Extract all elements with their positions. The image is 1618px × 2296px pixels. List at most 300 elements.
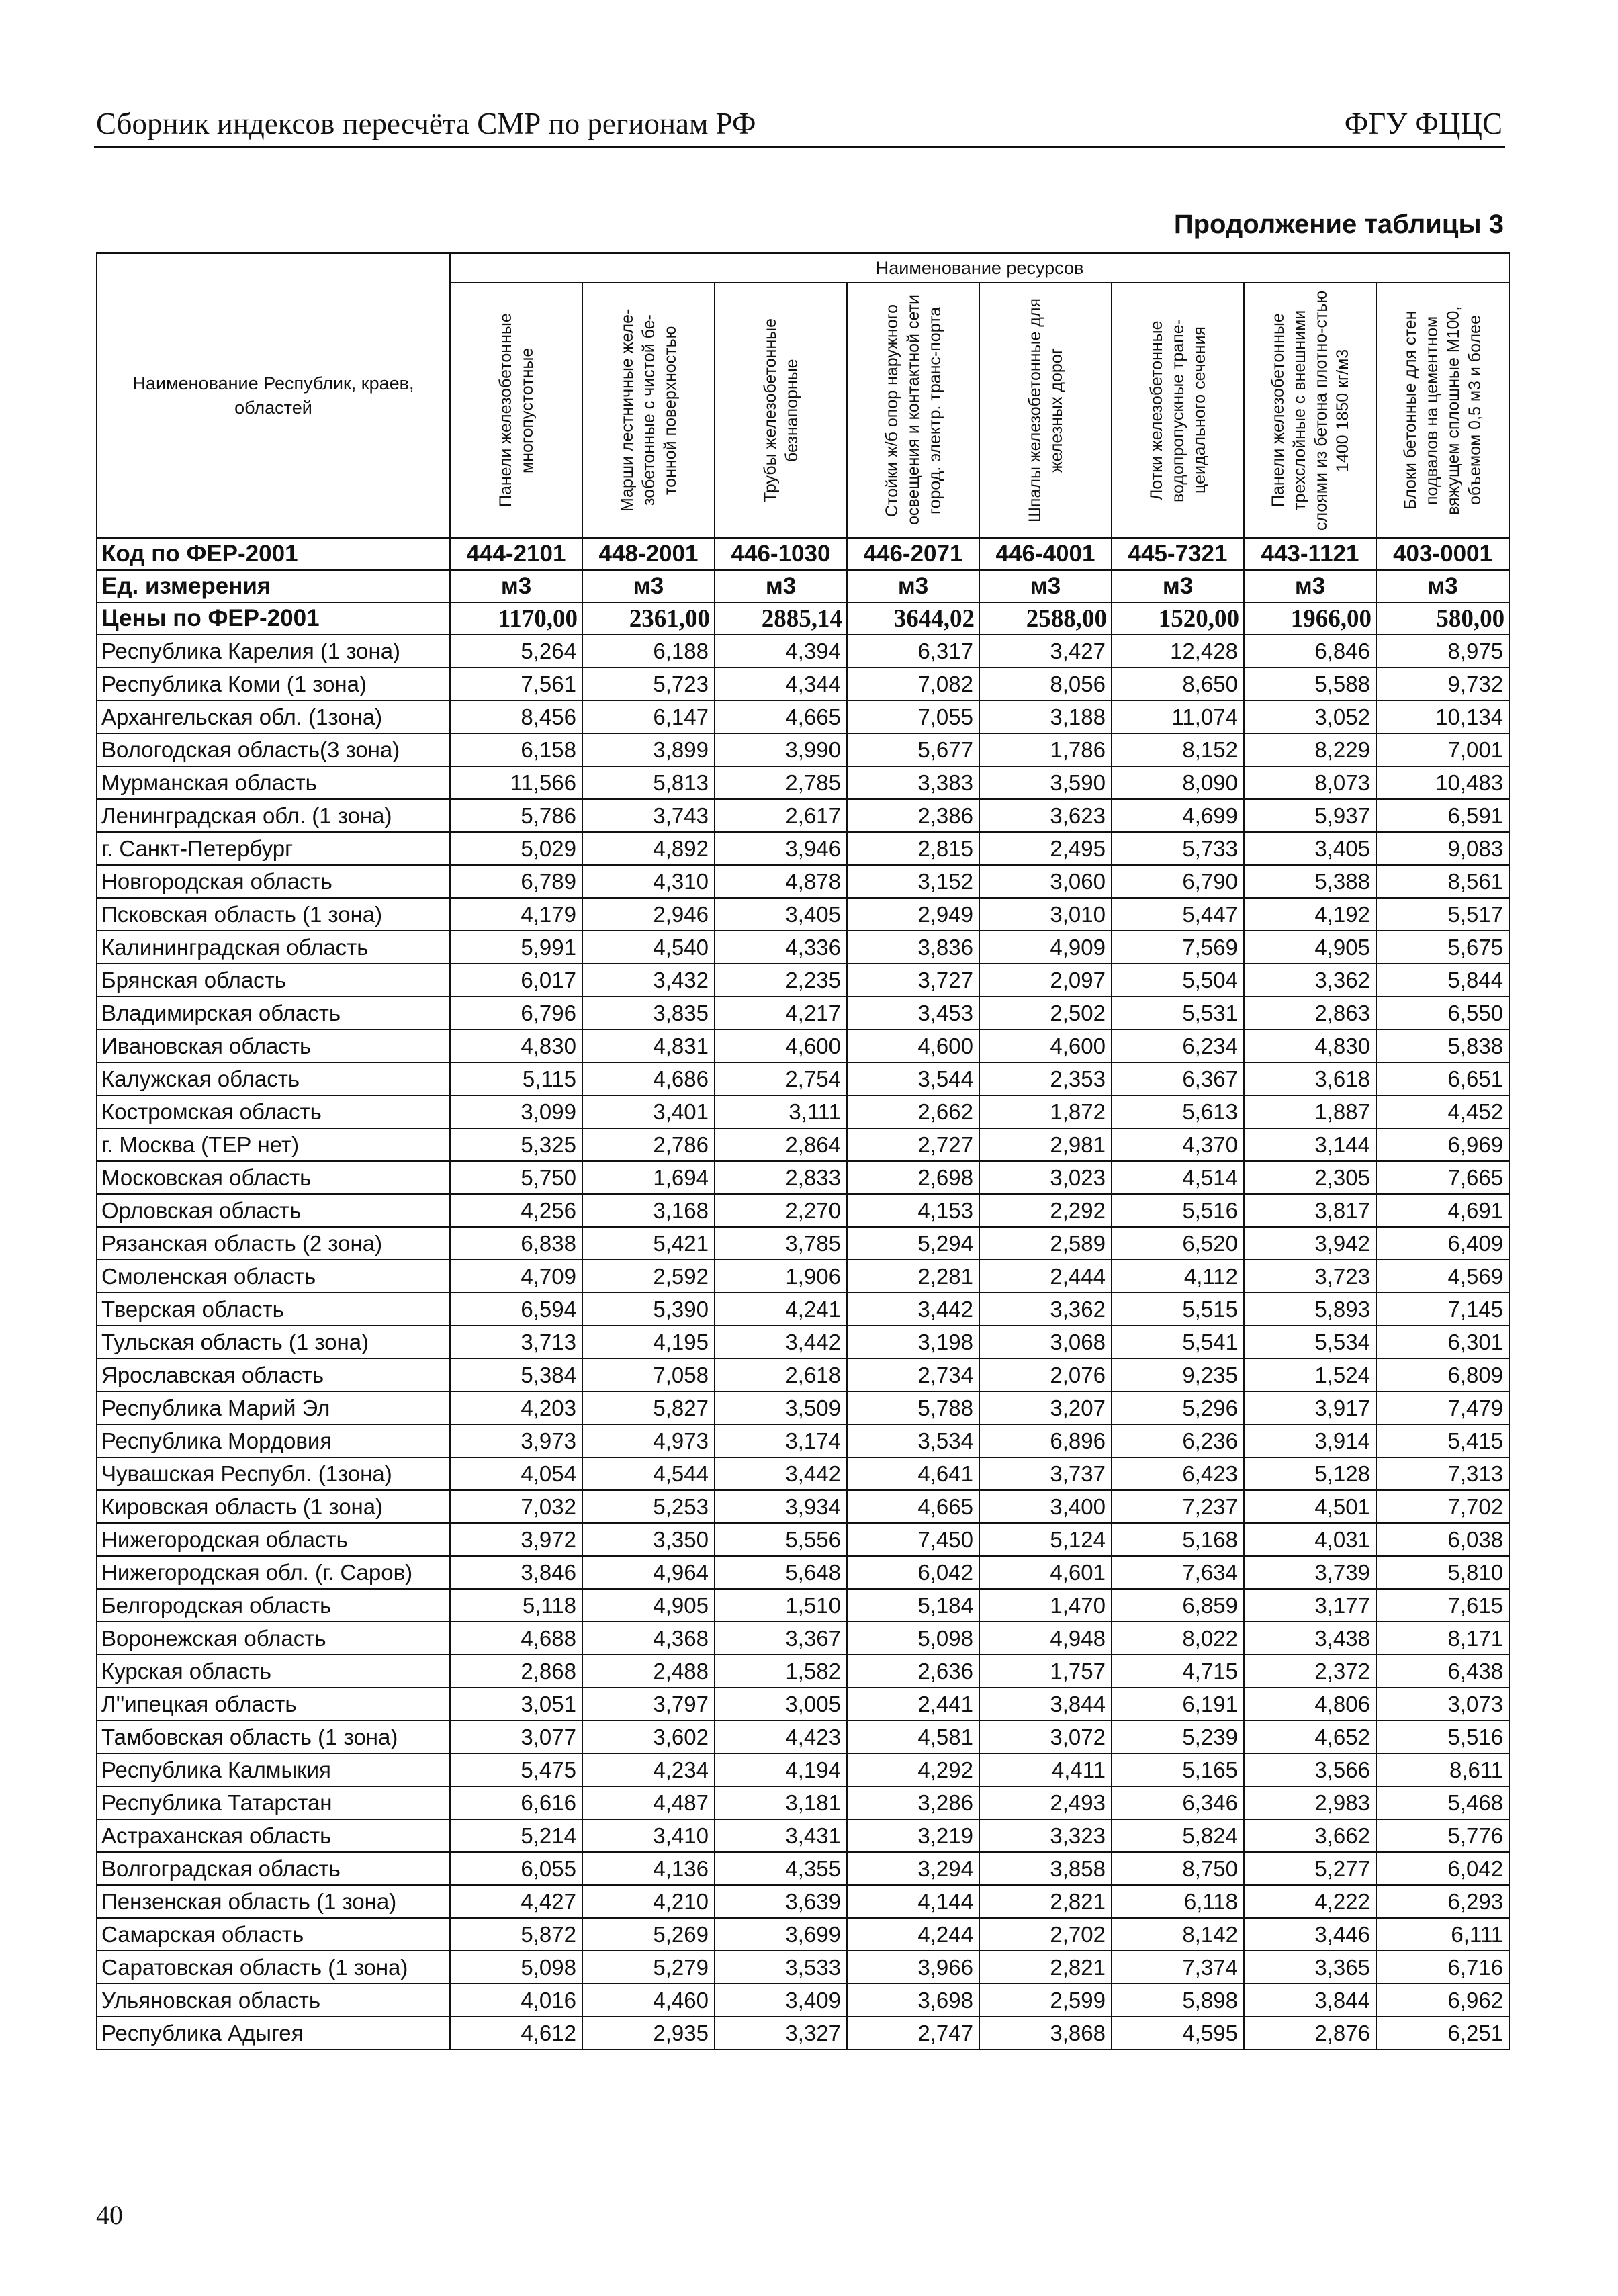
region-name: Вологодская область(3 зона) xyxy=(97,733,450,766)
index-value: 3,073 xyxy=(1376,1688,1509,1720)
index-value: 5,541 xyxy=(1112,1326,1244,1359)
index-value: 6,346 xyxy=(1112,1786,1244,1819)
table-row xyxy=(97,1589,1509,1622)
index-value: 5,648 xyxy=(715,1556,847,1589)
index-value: 5,723 xyxy=(582,668,715,700)
index-value: 3,590 xyxy=(979,766,1112,799)
index-value: 4,194 xyxy=(715,1753,847,1786)
region-name: Ивановская область xyxy=(97,1029,450,1062)
index-value: 6,038 xyxy=(1376,1523,1509,1556)
index-value: 4,452 xyxy=(1376,1095,1509,1128)
resource-column-label: Блоки бетонные для стен подвалов на цементном вяжущем сплошные М100, объемом 0,5 м3 и более xyxy=(1401,306,1485,515)
table-row xyxy=(97,898,1509,931)
index-value: 2,495 xyxy=(979,832,1112,865)
table-row xyxy=(97,733,1509,766)
table-row xyxy=(97,1753,1509,1786)
region-name: Орловская область xyxy=(97,1194,450,1227)
index-value: 6,790 xyxy=(1112,865,1244,898)
index-value: 5,937 xyxy=(1244,799,1376,832)
index-value: 8,142 xyxy=(1112,1918,1244,1951)
resource-unit: м3 xyxy=(715,570,847,602)
index-value: 2,983 xyxy=(1244,1786,1376,1819)
index-value: 2,386 xyxy=(847,799,979,832)
region-name: Самарская область xyxy=(97,1918,450,1951)
region-name: Московская область xyxy=(97,1161,450,1194)
index-value: 4,234 xyxy=(582,1753,715,1786)
resources-header: Наименование ресурсов xyxy=(450,253,1509,283)
index-value: 7,032 xyxy=(450,1490,582,1523)
index-value: 3,602 xyxy=(582,1720,715,1753)
index-value: 7,569 xyxy=(1112,931,1244,964)
unit-row xyxy=(97,570,1509,602)
index-value: 5,388 xyxy=(1244,865,1376,898)
index-value: 3,844 xyxy=(979,1688,1112,1720)
region-name: Нижегородская обл. (г. Саров) xyxy=(97,1556,450,1589)
table-row xyxy=(97,1128,1509,1161)
index-value: 7,082 xyxy=(847,668,979,700)
resource-column-header xyxy=(715,283,847,538)
resource-column-header xyxy=(1112,283,1244,538)
index-value: 6,017 xyxy=(450,964,582,997)
table-row xyxy=(97,1688,1509,1720)
resource-column-header xyxy=(1376,283,1509,538)
index-value: 4,203 xyxy=(450,1391,582,1424)
index-value: 7,479 xyxy=(1376,1391,1509,1424)
index-value: 4,973 xyxy=(582,1424,715,1457)
index-value: 5,517 xyxy=(1376,898,1509,931)
document-header-org: ФГУ ФЦЦС xyxy=(1344,107,1502,140)
index-value: 5,279 xyxy=(582,1951,715,1984)
index-value: 4,540 xyxy=(582,931,715,964)
index-value: 3,836 xyxy=(847,931,979,964)
index-value: 8,073 xyxy=(1244,766,1376,799)
region-name: Саратовская область (1 зона) xyxy=(97,1951,450,1984)
index-value: 4,709 xyxy=(450,1260,582,1293)
index-value: 7,561 xyxy=(450,668,582,700)
index-value: 6,838 xyxy=(450,1227,582,1260)
region-name: Кировская область (1 зона) xyxy=(97,1490,450,1523)
index-value: 4,892 xyxy=(582,832,715,865)
index-value: 3,453 xyxy=(847,997,979,1029)
index-value: 5,029 xyxy=(450,832,582,865)
index-value: 6,367 xyxy=(1112,1062,1244,1095)
index-value: 6,651 xyxy=(1376,1062,1509,1095)
index-value: 2,815 xyxy=(847,832,979,865)
index-value: 7,055 xyxy=(847,700,979,733)
index-value: 6,236 xyxy=(1112,1424,1244,1457)
region-name: Ульяновская область xyxy=(97,1984,450,2017)
index-value: 4,241 xyxy=(715,1293,847,1326)
index-value: 2,786 xyxy=(582,1128,715,1161)
table-row xyxy=(97,964,1509,997)
index-value: 2,636 xyxy=(847,1655,979,1688)
index-value: 5,390 xyxy=(582,1293,715,1326)
region-name: Тверская область xyxy=(97,1293,450,1326)
index-value: 3,219 xyxy=(847,1819,979,1852)
table-row xyxy=(97,1984,1509,2017)
index-value: 3,946 xyxy=(715,832,847,865)
index-value: 4,699 xyxy=(1112,799,1244,832)
index-value: 8,650 xyxy=(1112,668,1244,700)
index-value: 6,616 xyxy=(450,1786,582,1819)
index-value: 6,896 xyxy=(979,1424,1112,1457)
index-value: 3,990 xyxy=(715,733,847,766)
region-name: Брянская область xyxy=(97,964,450,997)
index-value: 3,188 xyxy=(979,700,1112,733)
index-value: 5,588 xyxy=(1244,668,1376,700)
index-value: 7,374 xyxy=(1112,1951,1244,1984)
index-value: 3,942 xyxy=(1244,1227,1376,1260)
index-value: 7,058 xyxy=(582,1359,715,1391)
index-value: 3,509 xyxy=(715,1391,847,1424)
code-label: Код по ФЕР-2001 xyxy=(97,538,450,570)
index-value: 5,991 xyxy=(450,931,582,964)
region-name: Курская область xyxy=(97,1655,450,1688)
index-value: 3,152 xyxy=(847,865,979,898)
index-value: 5,872 xyxy=(450,1918,582,1951)
index-value: 6,423 xyxy=(1112,1457,1244,1490)
resource-column-label: Шпалы железобетонные для железных дорог xyxy=(1025,298,1066,523)
resource-price: 3644,02 xyxy=(847,602,979,635)
index-value: 6,859 xyxy=(1112,1589,1244,1622)
index-value: 4,217 xyxy=(715,997,847,1029)
index-value: 1,757 xyxy=(979,1655,1112,1688)
index-value: 4,612 xyxy=(450,2017,582,2050)
index-value: 5,677 xyxy=(847,733,979,766)
index-value: 5,098 xyxy=(450,1951,582,1984)
document-header-title: Сборник индексов пересчёта СМР по регионам РФ xyxy=(96,107,756,140)
index-value: 3,727 xyxy=(847,964,979,997)
index-value: 3,401 xyxy=(582,1095,715,1128)
resource-unit: м3 xyxy=(847,570,979,602)
region-name: г. Москва (ТЕР нет) xyxy=(97,1128,450,1161)
index-value: 2,876 xyxy=(1244,2017,1376,2050)
index-value: 2,702 xyxy=(979,1918,1112,1951)
index-value: 2,863 xyxy=(1244,997,1376,1029)
region-name: Республика Татарстан xyxy=(97,1786,450,1819)
index-value: 3,797 xyxy=(582,1688,715,1720)
index-value: 2,981 xyxy=(979,1128,1112,1161)
index-value: 4,256 xyxy=(450,1194,582,1227)
table-row xyxy=(97,1918,1509,1951)
index-value: 3,868 xyxy=(979,2017,1112,2050)
resource-unit: м3 xyxy=(450,570,582,602)
index-value: 4,641 xyxy=(847,1457,979,1490)
region-name: Республика Коми (1 зона) xyxy=(97,668,450,700)
index-value: 2,372 xyxy=(1244,1655,1376,1688)
index-value: 4,691 xyxy=(1376,1194,1509,1227)
index-value: 5,516 xyxy=(1112,1194,1244,1227)
resource-column-header xyxy=(979,283,1112,538)
region-name: Чувашская Республ. (1зона) xyxy=(97,1457,450,1490)
index-value: 2,235 xyxy=(715,964,847,997)
index-value: 1,582 xyxy=(715,1655,847,1688)
index-value: 6,111 xyxy=(1376,1918,1509,1951)
index-value: 2,747 xyxy=(847,2017,979,2050)
resource-price: 1966,00 xyxy=(1244,602,1376,635)
index-value: 3,362 xyxy=(979,1293,1112,1326)
index-value: 5,184 xyxy=(847,1589,979,1622)
index-value: 3,699 xyxy=(715,1918,847,1951)
table-row xyxy=(97,832,1509,865)
index-value: 3,207 xyxy=(979,1391,1112,1424)
index-value: 3,010 xyxy=(979,898,1112,931)
index-value: 6,716 xyxy=(1376,1951,1509,1984)
index-value: 3,785 xyxy=(715,1227,847,1260)
index-value: 4,964 xyxy=(582,1556,715,1589)
index-value: 6,118 xyxy=(1112,1885,1244,1918)
index-value: 3,409 xyxy=(715,1984,847,2017)
index-value: 5,115 xyxy=(450,1062,582,1095)
index-value: 3,618 xyxy=(1244,1062,1376,1095)
index-value: 2,292 xyxy=(979,1194,1112,1227)
table-row xyxy=(97,1161,1509,1194)
index-value: 4,487 xyxy=(582,1786,715,1819)
index-value: 3,144 xyxy=(1244,1128,1376,1161)
index-value: 2,270 xyxy=(715,1194,847,1227)
index-value: 3,446 xyxy=(1244,1918,1376,1951)
index-value: 2,488 xyxy=(582,1655,715,1688)
index-value: 5,504 xyxy=(1112,964,1244,997)
index-value: 4,652 xyxy=(1244,1720,1376,1753)
index-value: 5,810 xyxy=(1376,1556,1509,1589)
index-value: 5,898 xyxy=(1112,1984,1244,2017)
index-value: 3,023 xyxy=(979,1161,1112,1194)
resource-price: 2885,14 xyxy=(715,602,847,635)
index-value: 3,405 xyxy=(1244,832,1376,865)
region-name: Астраханская область xyxy=(97,1819,450,1852)
index-value: 3,286 xyxy=(847,1786,979,1819)
index-value: 4,355 xyxy=(715,1852,847,1885)
resource-column-label: Панели железобетонные многопустотные xyxy=(496,313,537,508)
table-row xyxy=(97,1391,1509,1424)
index-value: 4,569 xyxy=(1376,1260,1509,1293)
index-value: 6,591 xyxy=(1376,799,1509,832)
index-value: 3,442 xyxy=(847,1293,979,1326)
index-value: 3,181 xyxy=(715,1786,847,1819)
region-name: Волгоградская область xyxy=(97,1852,450,1885)
index-value: 6,147 xyxy=(582,700,715,733)
index-value: 3,431 xyxy=(715,1819,847,1852)
index-value: 2,868 xyxy=(450,1655,582,1688)
index-value: 3,327 xyxy=(715,2017,847,2050)
index-value: 4,600 xyxy=(715,1029,847,1062)
index-value: 5,516 xyxy=(1376,1720,1509,1753)
region-name-header: Наименование Республик, краев, областей xyxy=(97,253,450,538)
index-value: 6,594 xyxy=(450,1293,582,1326)
index-value: 5,475 xyxy=(450,1753,582,1786)
index-value: 2,441 xyxy=(847,1688,979,1720)
index-value: 6,293 xyxy=(1376,1885,1509,1918)
region-name: Калужская область xyxy=(97,1062,450,1095)
index-value: 3,934 xyxy=(715,1490,847,1523)
index-value: 3,739 xyxy=(1244,1556,1376,1589)
region-name: Архангельская обл. (1зона) xyxy=(97,700,450,733)
index-value: 4,595 xyxy=(1112,2017,1244,2050)
region-name: г. Санкт-Петербург xyxy=(97,832,450,865)
price-index-table xyxy=(96,252,1510,2050)
index-value: 2,727 xyxy=(847,1128,979,1161)
index-value: 3,639 xyxy=(715,1885,847,1918)
index-value: 1,786 xyxy=(979,733,1112,766)
region-name: Новгородская область xyxy=(97,865,450,898)
region-name: Республика Мордовия xyxy=(97,1424,450,1457)
index-value: 4,153 xyxy=(847,1194,979,1227)
table-row xyxy=(97,1260,1509,1293)
index-value: 5,124 xyxy=(979,1523,1112,1556)
resource-unit: м3 xyxy=(1244,570,1376,602)
index-value: 2,599 xyxy=(979,1984,1112,2017)
index-value: 9,732 xyxy=(1376,668,1509,700)
index-value: 6,042 xyxy=(1376,1852,1509,1885)
index-value: 4,905 xyxy=(1244,931,1376,964)
resource-code: 446-4001 xyxy=(979,538,1112,570)
resource-code: 444-2101 xyxy=(450,538,582,570)
page-number: 40 xyxy=(96,2200,123,2230)
index-value: 2,589 xyxy=(979,1227,1112,1260)
index-value: 3,737 xyxy=(979,1457,1112,1490)
index-value: 6,809 xyxy=(1376,1359,1509,1391)
index-value: 3,111 xyxy=(715,1095,847,1128)
index-value: 2,864 xyxy=(715,1128,847,1161)
index-value: 1,887 xyxy=(1244,1095,1376,1128)
index-value: 4,394 xyxy=(715,635,847,668)
index-value: 3,198 xyxy=(847,1326,979,1359)
index-value: 2,821 xyxy=(979,1885,1112,1918)
index-value: 11,074 xyxy=(1112,700,1244,733)
index-value: 6,301 xyxy=(1376,1326,1509,1359)
index-value: 5,531 xyxy=(1112,997,1244,1029)
index-value: 3,723 xyxy=(1244,1260,1376,1293)
index-value: 2,305 xyxy=(1244,1161,1376,1194)
index-value: 4,460 xyxy=(582,1984,715,2017)
index-value: 5,813 xyxy=(582,766,715,799)
index-value: 7,634 xyxy=(1112,1556,1244,1589)
index-value: 3,534 xyxy=(847,1424,979,1457)
index-value: 3,438 xyxy=(1244,1622,1376,1655)
table-continuation-caption: Продолжение таблицы 3 xyxy=(1173,210,1504,239)
index-value: 1,872 xyxy=(979,1095,1112,1128)
resource-code: 446-2071 xyxy=(847,538,979,570)
index-value: 6,191 xyxy=(1112,1688,1244,1720)
index-value: 2,662 xyxy=(847,1095,979,1128)
index-value: 2,502 xyxy=(979,997,1112,1029)
index-value: 3,350 xyxy=(582,1523,715,1556)
index-value: 5,325 xyxy=(450,1128,582,1161)
index-value: 5,786 xyxy=(450,799,582,832)
resource-unit: м3 xyxy=(1376,570,1509,602)
table-row xyxy=(97,1062,1509,1095)
region-name: Воронежская область xyxy=(97,1622,450,1655)
index-value: 3,060 xyxy=(979,865,1112,898)
index-value: 5,168 xyxy=(1112,1523,1244,1556)
index-value: 4,179 xyxy=(450,898,582,931)
index-value: 3,698 xyxy=(847,1984,979,2017)
resource-code: 448-2001 xyxy=(582,538,715,570)
table-row xyxy=(97,1029,1509,1062)
index-value: 5,838 xyxy=(1376,1029,1509,1062)
table-row xyxy=(97,1720,1509,1753)
index-value: 5,893 xyxy=(1244,1293,1376,1326)
index-value: 6,969 xyxy=(1376,1128,1509,1161)
index-value: 3,442 xyxy=(715,1457,847,1490)
index-value: 4,665 xyxy=(715,700,847,733)
resource-price: 2361,00 xyxy=(582,602,715,635)
index-value: 5,118 xyxy=(450,1589,582,1622)
index-value: 6,550 xyxy=(1376,997,1509,1029)
index-value: 7,702 xyxy=(1376,1490,1509,1523)
index-value: 2,493 xyxy=(979,1786,1112,1819)
index-value: 5,296 xyxy=(1112,1391,1244,1424)
index-value: 4,601 xyxy=(979,1556,1112,1589)
region-name: Рязанская область (2 зона) xyxy=(97,1227,450,1260)
index-value: 5,844 xyxy=(1376,964,1509,997)
resource-column-header xyxy=(1244,283,1376,538)
index-value: 2,281 xyxy=(847,1260,979,1293)
index-value: 5,447 xyxy=(1112,898,1244,931)
index-value: 4,514 xyxy=(1112,1161,1244,1194)
index-value: 8,229 xyxy=(1244,733,1376,766)
index-value: 4,136 xyxy=(582,1852,715,1885)
table-row xyxy=(97,1951,1509,1984)
index-value: 5,421 xyxy=(582,1227,715,1260)
table-row xyxy=(97,1852,1509,1885)
index-value: 7,001 xyxy=(1376,733,1509,766)
index-value: 1,524 xyxy=(1244,1359,1376,1391)
index-value: 2,946 xyxy=(582,898,715,931)
index-value: 2,618 xyxy=(715,1359,847,1391)
index-value: 3,168 xyxy=(582,1194,715,1227)
resource-code: 443-1121 xyxy=(1244,538,1376,570)
table-row xyxy=(97,1819,1509,1852)
index-value: 2,949 xyxy=(847,898,979,931)
index-value: 3,052 xyxy=(1244,700,1376,733)
code-row xyxy=(97,538,1509,570)
index-value: 7,665 xyxy=(1376,1161,1509,1194)
index-value: 3,566 xyxy=(1244,1753,1376,1786)
resource-price: 580,00 xyxy=(1376,602,1509,635)
index-value: 4,830 xyxy=(1244,1029,1376,1062)
index-value: 4,310 xyxy=(582,865,715,898)
resource-column-label: Лотки железобетонные водопропускные трапе-цеидального сечения xyxy=(1147,318,1209,502)
index-value: 5,468 xyxy=(1376,1786,1509,1819)
index-value: 8,090 xyxy=(1112,766,1244,799)
index-value: 4,600 xyxy=(979,1029,1112,1062)
header-divider xyxy=(94,146,1505,148)
index-value: 4,905 xyxy=(582,1589,715,1622)
resource-column-label: Трубы железобетонные безнапорные xyxy=(760,318,801,502)
index-value: 5,128 xyxy=(1244,1457,1376,1490)
index-value: 2,353 xyxy=(979,1062,1112,1095)
region-name: Ярославская область xyxy=(97,1359,450,1391)
table-row xyxy=(97,635,1509,668)
region-name: Ленинградская обл. (1 зона) xyxy=(97,799,450,832)
index-value: 3,972 xyxy=(450,1523,582,1556)
index-value: 4,292 xyxy=(847,1753,979,1786)
index-value: 5,253 xyxy=(582,1490,715,1523)
index-value: 3,365 xyxy=(1244,1951,1376,1984)
resource-unit: м3 xyxy=(979,570,1112,602)
region-name: Республика Карелия (1 зона) xyxy=(97,635,450,668)
index-value: 8,022 xyxy=(1112,1622,1244,1655)
index-value: 3,662 xyxy=(1244,1819,1376,1852)
index-value: 3,367 xyxy=(715,1622,847,1655)
index-value: 3,623 xyxy=(979,799,1112,832)
index-value: 3,294 xyxy=(847,1852,979,1885)
index-value: 10,134 xyxy=(1376,700,1509,733)
table-row xyxy=(97,1194,1509,1227)
index-value: 5,165 xyxy=(1112,1753,1244,1786)
